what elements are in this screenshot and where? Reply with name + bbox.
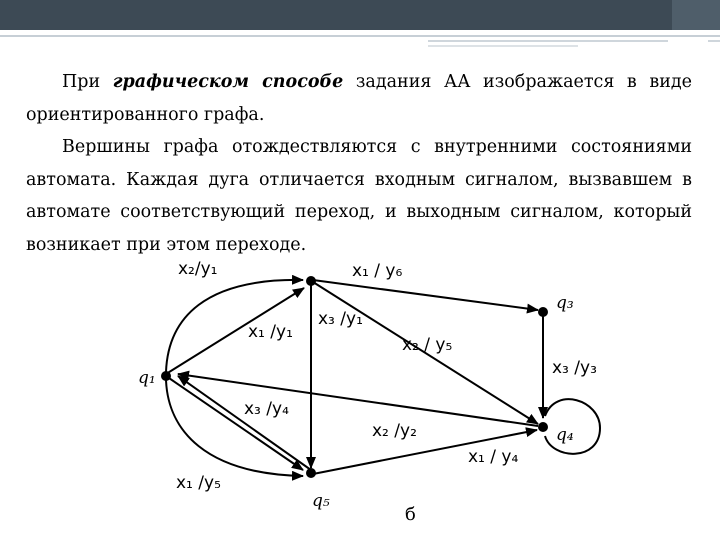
label-q4: q₄ — [556, 425, 574, 445]
node-q4 — [538, 422, 548, 432]
edge-q4-q1 — [178, 374, 538, 426]
label-edge-q5-q4: x₁ / y₄ — [468, 447, 519, 467]
paragraph-1-end: задания АА изображается в виде ориентированного графа. — [26, 72, 692, 125]
node-q2 — [306, 276, 316, 286]
paragraph-2: Вершины графа отождествляются с внутренними состояниями автомата. Каждая дуга отличается входным сигналом, вызвавшем в автомате соответствующий переход, и выходным сигналом, который возникает при этом переходе. — [26, 137, 692, 255]
label-edge-q2-q3: x₁ / y₆ — [352, 261, 403, 281]
label-edge-q4-q1: x₂ /y₂ — [372, 421, 417, 441]
edge-q2-q3 — [313, 280, 538, 310]
paragraph-1-emphasis: графическом способе — [112, 72, 344, 92]
paragraph-1-start: При — [62, 72, 113, 92]
label-q5: q₅ — [312, 491, 330, 511]
node-q1 — [161, 371, 171, 381]
label-edge-q2-q4: x₂ / y₅ — [402, 335, 453, 355]
figure-caption: б — [405, 504, 416, 525]
label-edge-q1-q5: x₃ /y₄ — [244, 399, 289, 419]
label-edge-q2-q5: x₃ /y₁ — [318, 309, 363, 329]
edge-q1-q5 — [166, 376, 303, 470]
label-edge-q1-q2: x₁ /y₁ — [248, 322, 293, 342]
node-q3 — [538, 307, 548, 317]
edge-q1-q5-arc — [166, 380, 303, 476]
label-q3: q₃ — [556, 293, 574, 313]
label-edge-q1-q2-arc: x₂/y₁ — [178, 259, 218, 279]
label-q1: q₁ — [138, 368, 156, 388]
label-edge-q3-q4: x₃ /y₃ — [552, 358, 597, 378]
label-edge-q1-q5-arc: x₁ /y₅ — [176, 473, 221, 493]
node-q5 — [306, 468, 316, 478]
